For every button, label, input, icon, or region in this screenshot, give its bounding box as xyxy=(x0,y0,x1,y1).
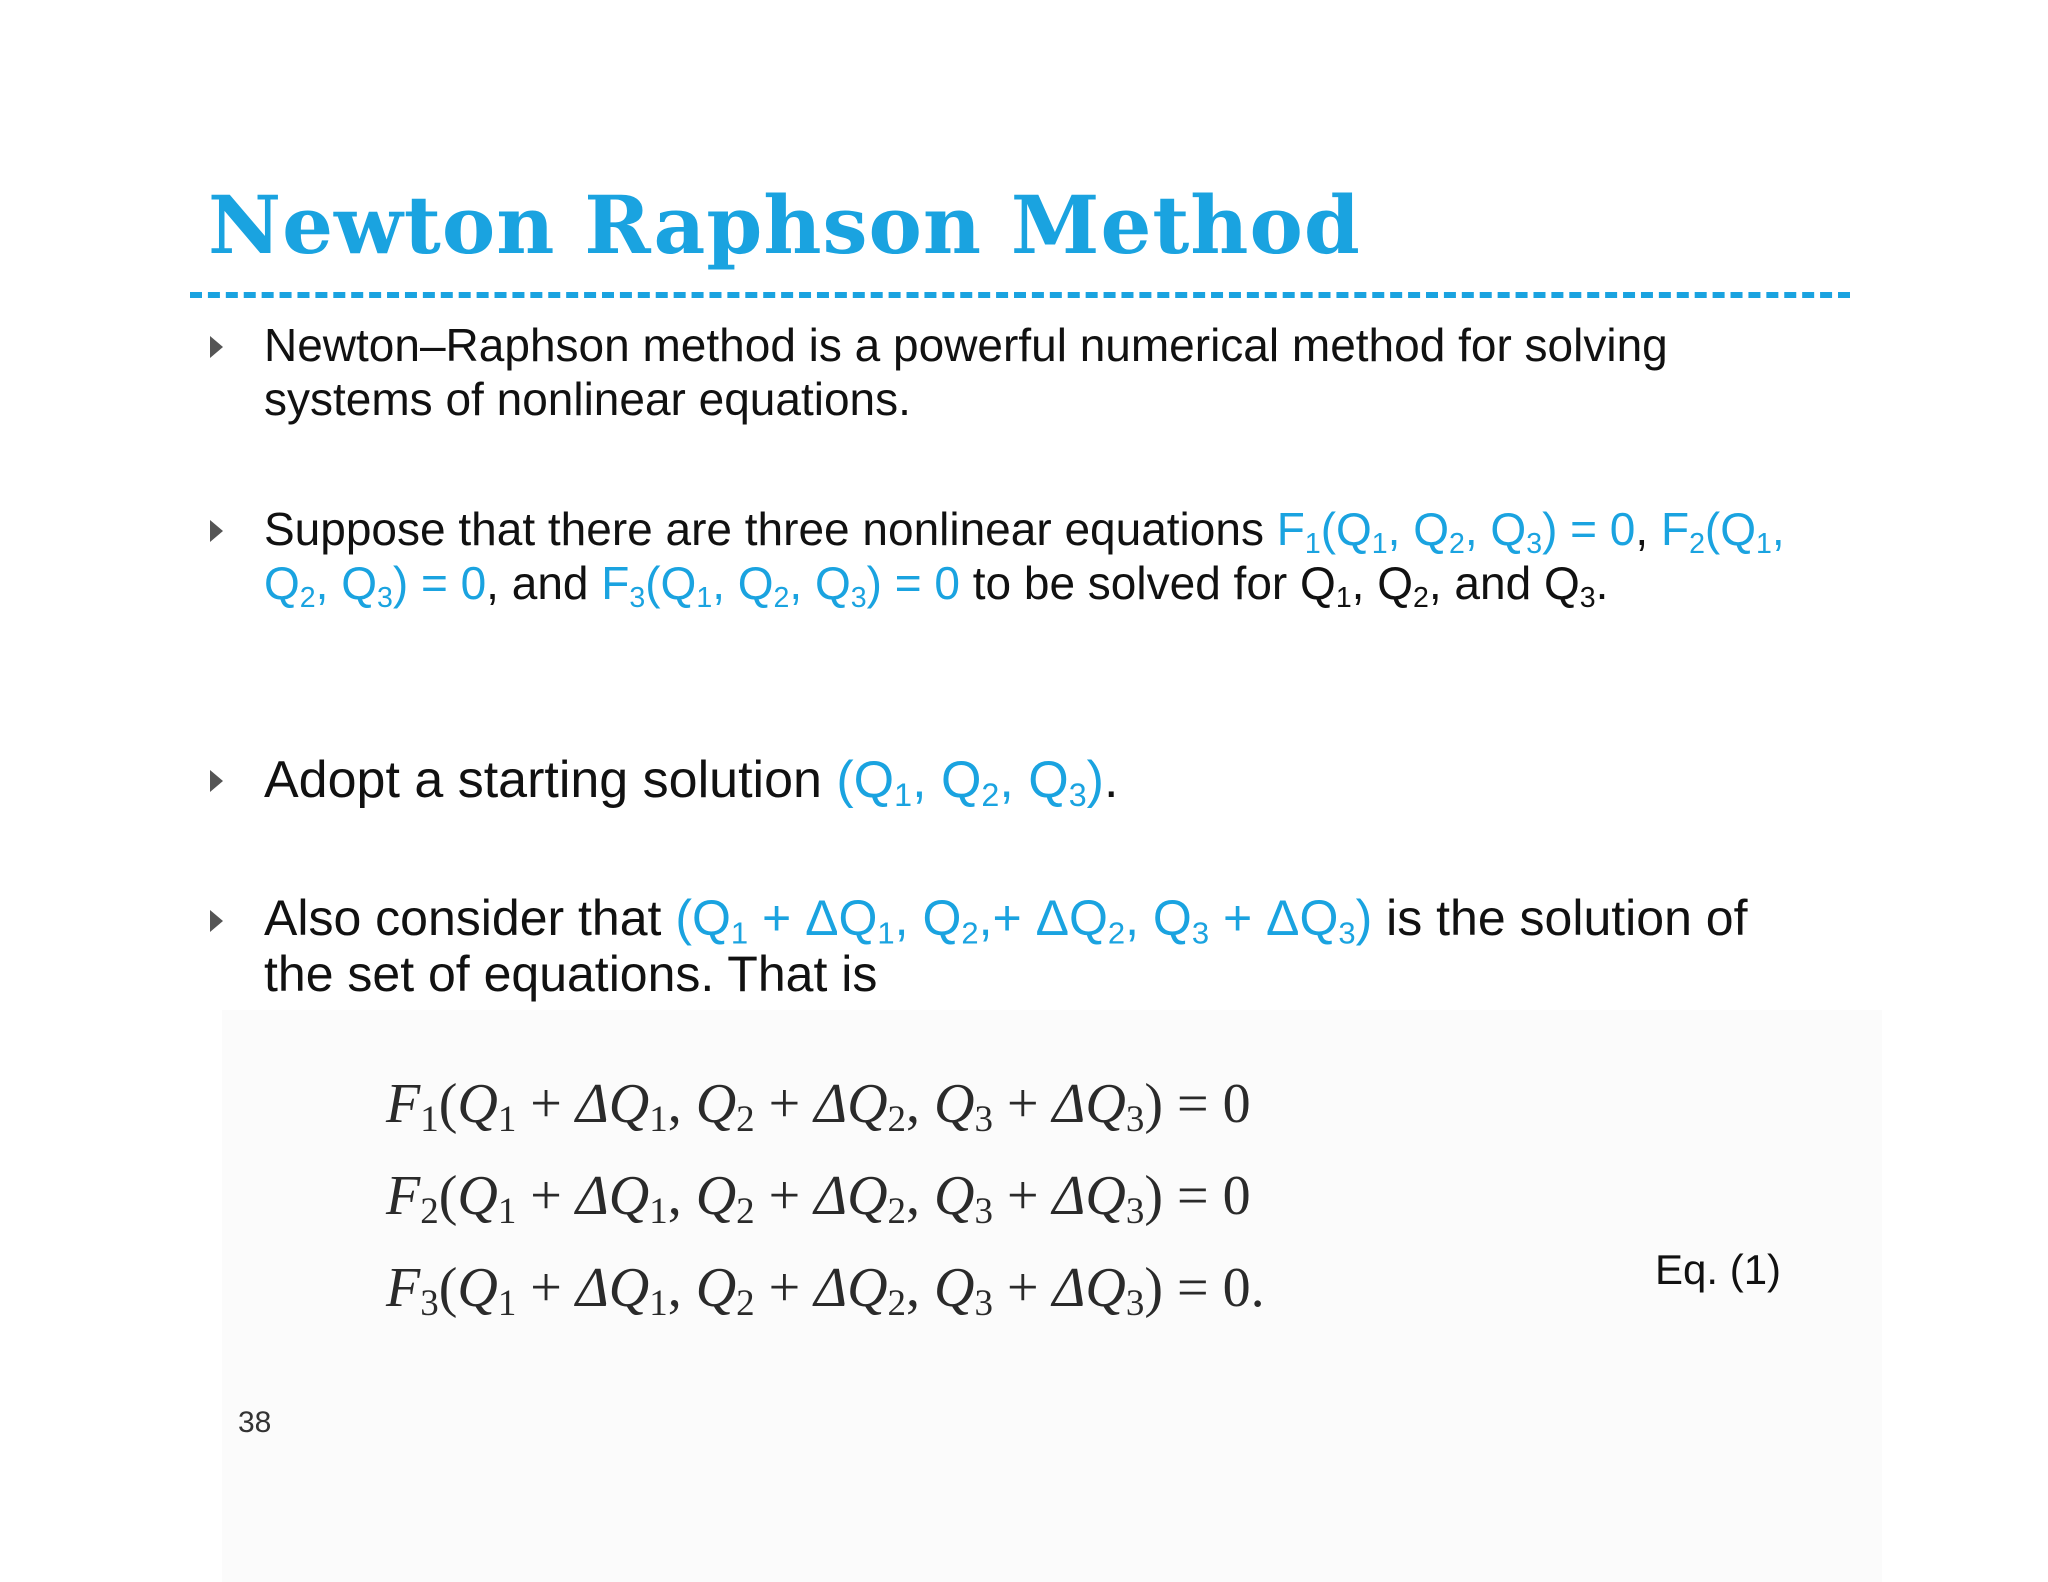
triangle-right-icon xyxy=(210,910,223,932)
equation-line: $F_3(Q_1 + \Delta Q_1$, $Q_2 + \Delta Q_2$, $Q_3 + \Delta Q_3) = 0$. xyxy=(386,1257,1265,1324)
triangle-right-icon xyxy=(210,336,223,358)
bullet-item xyxy=(210,750,1850,814)
title-divider xyxy=(190,292,1850,298)
bullet-text-tail: is the solution of the set of equations. That is xyxy=(264,890,1748,1002)
bullet-text xyxy=(264,750,1824,814)
equation-line: $F_2(Q_1 + \Delta Q_1$, $Q_2 + \Delta Q_2$, $Q_3 + \Delta Q_3) = 0$ xyxy=(386,1165,1251,1232)
equation-block xyxy=(386,1058,1265,1334)
equation-label: Eq. (1) xyxy=(1655,1246,1782,1293)
equation-f3: $F_3(Q_1$, $Q_2$, $Q_3) = 0$ xyxy=(601,557,960,614)
bullet-text xyxy=(264,890,1824,1002)
equation-f2: $F_2(Q_1$, $Q_2$, $Q_3) = 0$ xyxy=(264,503,1785,614)
bullet-text xyxy=(264,502,1824,614)
equation-f1: $F_1(Q_1$, $Q_2$, $Q_3) = 0$ xyxy=(1276,503,1636,560)
bullet-item xyxy=(210,502,1850,614)
bullet-text-end: . xyxy=(1103,751,1119,809)
page-number: 38 xyxy=(238,1406,272,1439)
bullet-item xyxy=(210,318,1850,426)
bullet-text: Newton–Raphson method is a powerful numerical method for solving systems of nonlinear equations. xyxy=(264,319,1668,425)
bullet-item xyxy=(210,890,1850,1002)
equation-line: $F_1(Q_1 + \Delta Q_1$, $Q_2 + \Delta Q_2$, $Q_3 + \Delta Q_3) = 0$ xyxy=(386,1073,1251,1140)
starting-solution-tuple: ($Q_1$, $Q_2$, $Q_3$) xyxy=(836,751,1104,814)
solution-tuple: ($Q_1 + \Delta Q_1$, $Q_2,+ \Delta Q_2$, $Q_3 + \Delta Q_3$) xyxy=(675,890,1373,951)
triangle-right-icon xyxy=(210,770,223,792)
bullet-text-intro: Adopt a starting solution xyxy=(264,751,837,809)
triangle-right-icon xyxy=(210,520,223,542)
bullet-text-comma: , xyxy=(1635,503,1649,555)
bullet-text-intro: Also consider that xyxy=(264,890,676,946)
bullet-text-tail: to be solved for $Q_1$, $Q_2$, and $Q_3$. xyxy=(959,557,1609,614)
bullet-text-and: , and xyxy=(486,557,602,609)
bullet-text-intro: Suppose that there are three nonlinear equations xyxy=(264,503,1277,555)
slide-title: Newton Raphson Method xyxy=(208,178,1361,272)
